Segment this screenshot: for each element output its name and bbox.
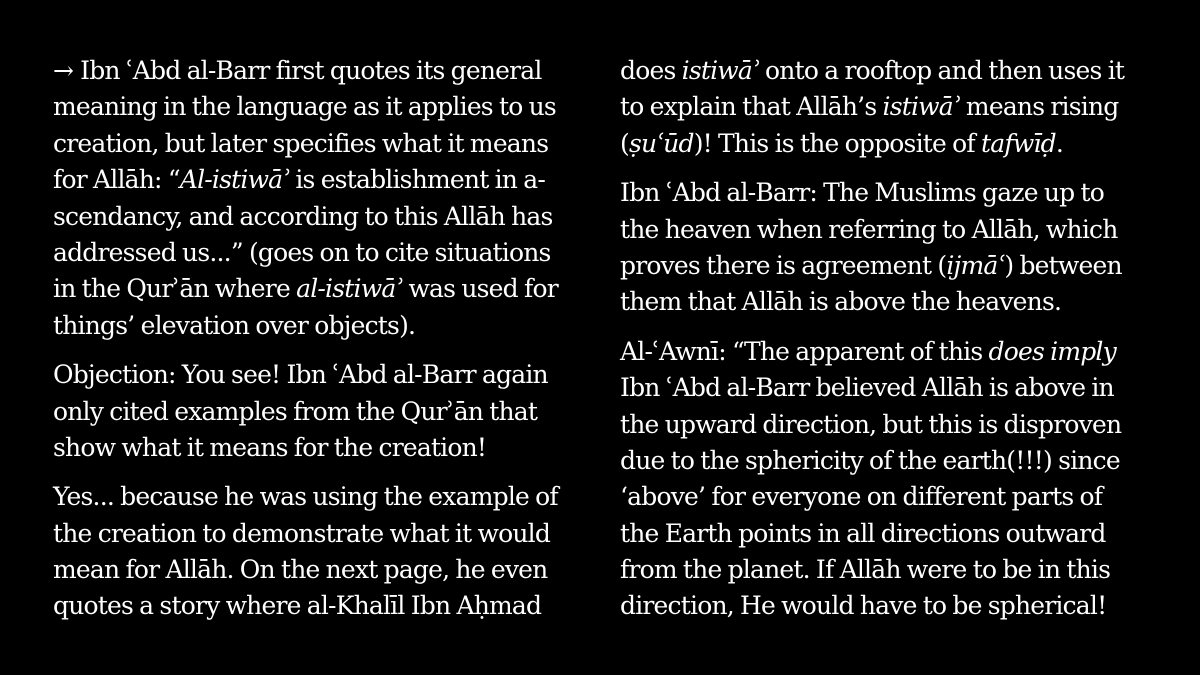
text-line: Yes... because he was using the example of xyxy=(53,482,558,512)
paragraph-al-awni xyxy=(620,334,1160,625)
text-span: Al-ʿAwnī: “The apparent of this xyxy=(620,336,989,366)
text-line: only cited examples from the Qurʾān that xyxy=(53,396,538,426)
text-line: Objection: You see! Ibn ʿAbd al-Barr again xyxy=(53,360,548,390)
text-line xyxy=(620,89,1160,125)
text-line xyxy=(53,162,593,198)
italic-term: does imply xyxy=(988,336,1116,366)
text-line: mean for Allāh. On the next page, he even xyxy=(53,555,548,585)
italic-term: ṣuʿūd xyxy=(628,128,694,158)
left-column xyxy=(53,53,593,638)
text-span: ) between xyxy=(1004,250,1122,280)
text-line: show what it means for the creation! xyxy=(53,432,487,462)
text-span: ( xyxy=(620,128,629,158)
italic-term: al-istiwāʾ xyxy=(296,274,403,304)
arrow-right-icon: → xyxy=(53,56,74,85)
italic-term: istiwāʾ xyxy=(882,92,960,122)
right-column xyxy=(620,53,1160,638)
text-line: Ibn ʿAbd al-Barr believed Allāh is above in xyxy=(620,373,1114,403)
text-span: Ibn ʿAbd al-Barr first quotes its general xyxy=(80,56,542,85)
italic-term: tafwīḍ xyxy=(981,128,1056,158)
text-span: was used for xyxy=(402,274,558,304)
text-line: the creation to demonstrate what it would xyxy=(53,518,551,548)
text-line: things’ elevation over objects). xyxy=(53,310,416,340)
text-line: creation, but later specifies what it means xyxy=(53,128,549,158)
text-line xyxy=(53,53,593,89)
text-line: quotes a story where al-Khalīl Ibn Aḥmad xyxy=(53,591,542,621)
text-line: direction, He would have to be spherical! xyxy=(620,591,1107,621)
text-line: addressed us...” (goes on to cite situations xyxy=(53,237,551,267)
text-line xyxy=(53,271,593,307)
text-span: onto a rooftop and then uses it xyxy=(758,56,1125,85)
text-line: due to the sphericity of the earth(!!!) since xyxy=(620,445,1120,475)
text-span: for Allāh: “ xyxy=(53,165,180,195)
text-line xyxy=(620,126,1160,162)
italic-term: Al-istiwāʾ xyxy=(179,165,290,195)
text-span: proves there is agreement ( xyxy=(620,250,947,280)
text-line xyxy=(620,53,1160,89)
text-line: meaning in the language as it applies to us xyxy=(53,92,556,122)
paragraph-rooftop-story xyxy=(620,53,1160,162)
text-line: the upward direction, but this is disproven xyxy=(620,409,1122,439)
text-line: them that Allāh is above the heavens. xyxy=(620,287,1062,317)
paragraph-muslims-gaze xyxy=(620,175,1160,321)
italic-term: istiwāʾ xyxy=(681,56,759,85)
text-span: )! This is the opposite of xyxy=(693,128,982,158)
text-line: ‘above’ for everyone on different parts of xyxy=(620,482,1103,512)
text-line: Ibn ʿAbd al-Barr: The Muslims gaze up to xyxy=(620,178,1104,208)
text-line: from the planet. If Allāh were to be in this xyxy=(620,555,1111,585)
paragraph-response xyxy=(53,479,593,625)
text-line xyxy=(620,334,1160,370)
text-line: the Earth points in all directions outward xyxy=(620,518,1106,548)
text-span: means rising xyxy=(959,92,1119,122)
text-span: does xyxy=(620,56,682,85)
text-span: to explain that Allāh’s xyxy=(620,92,883,122)
text-span: in the Qurʾān where xyxy=(53,274,297,304)
text-span: is establishment in a- xyxy=(289,165,545,195)
paragraph-objection xyxy=(53,357,593,466)
text-line xyxy=(620,248,1160,284)
text-line: scendancy, and according to this Allāh has xyxy=(53,201,553,231)
paragraph-ibn-abd-al-barr-meaning xyxy=(53,53,593,344)
italic-term: ijmāʿ xyxy=(946,250,1005,280)
text-span: . xyxy=(1055,128,1063,158)
text-line: the heaven when referring to Allāh, which xyxy=(620,214,1118,244)
